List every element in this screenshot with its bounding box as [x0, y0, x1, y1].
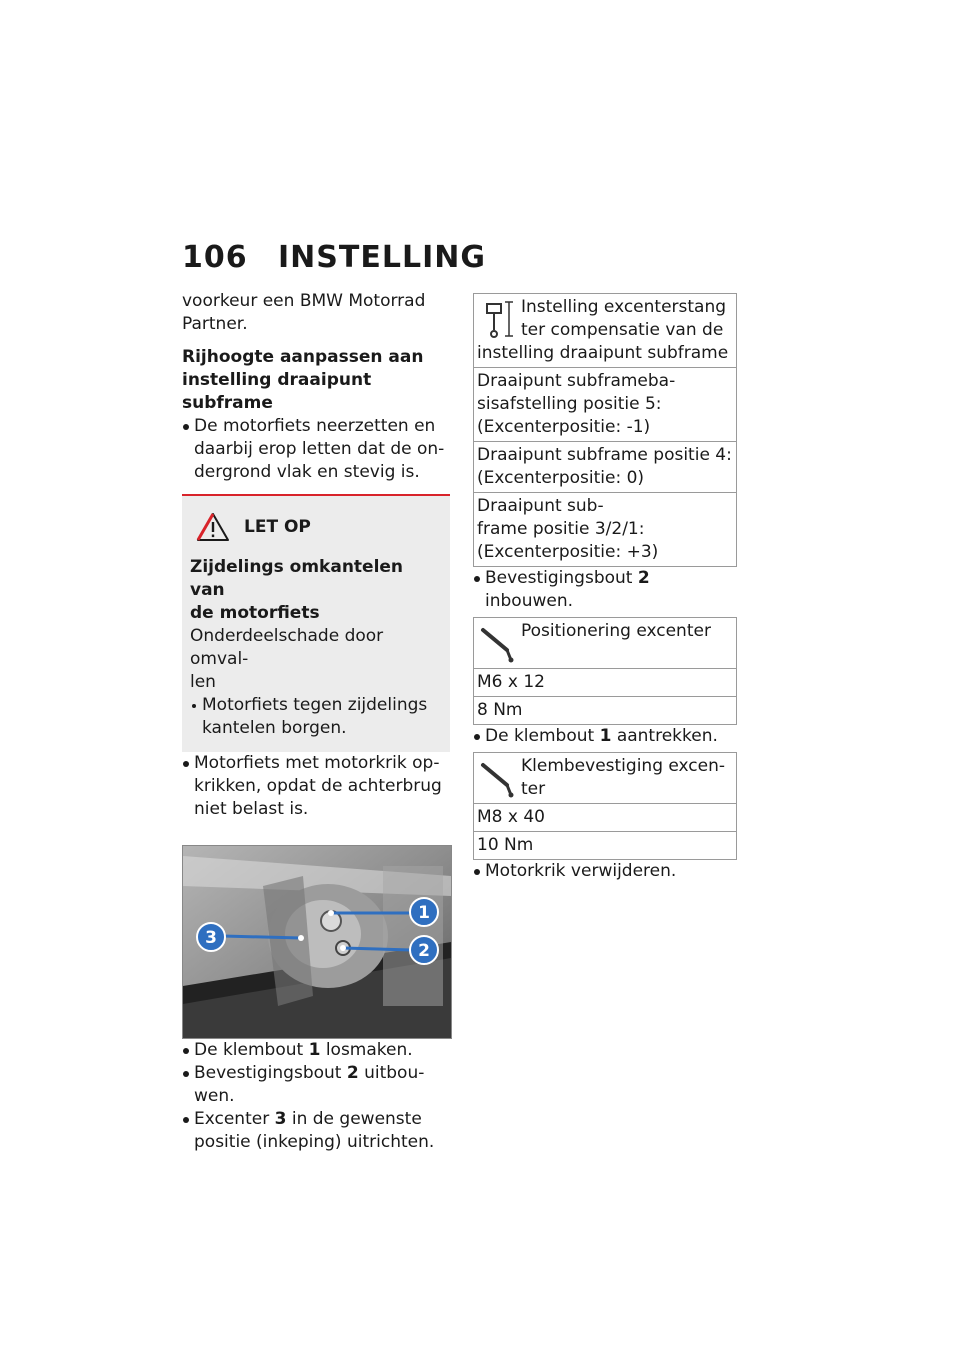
table-row: Draaipunt subframe positie 4: (Excenterpositie: 0): [474, 441, 736, 492]
callout-line-2: [343, 948, 411, 950]
step-list-1: [182, 415, 450, 484]
svg-text:2: 2: [418, 941, 430, 961]
list-item: Motorfiets tegen zijdelings kantelen borgen.: [190, 694, 442, 740]
callout-line-3: [223, 936, 301, 938]
list-item: Motorkrik verwijderen.: [473, 860, 737, 883]
step-list-right-1: [473, 567, 737, 613]
list-item: Bevestigingsbout 2 inbouwen.: [473, 567, 737, 613]
list-item: De klembout 1 aantrekken.: [473, 725, 737, 748]
list-item: Motorfiets met motorkrik op- krikken, opdat de achterbrug niet belast is.: [182, 752, 450, 821]
svg-text:1: 1: [418, 903, 430, 923]
table-row: Draaipunt subframeba- sisafstelling positie 5: (Excenterpositie: -1): [474, 367, 736, 441]
spec-table-head: Instelling excenterstang ter compensatie van de instelling draaipunt subframe: [477, 297, 729, 363]
torque-wrench-icon: [477, 620, 517, 664]
step-list-3: [182, 1039, 450, 1154]
warning-text: Onderdeelschade door omval- len: [190, 626, 384, 692]
table-row: 8 Nm: [474, 696, 736, 724]
page-number: 106: [182, 240, 248, 275]
warning-label: LET OP: [244, 517, 311, 537]
step-list-right-2: [473, 725, 737, 748]
spec-table-head: Positionering excenter: [474, 618, 736, 668]
warning-box: [182, 494, 450, 752]
spec-table-head: Klembevestiging excen- ter: [474, 753, 736, 803]
intro-text: voorkeur een BMW Motorrad Partner.: [182, 291, 426, 334]
table-row: M8 x 40: [474, 803, 736, 831]
torque-wrench-icon: [477, 755, 517, 799]
spec-table-positioning: [473, 617, 737, 725]
list-item: Bevestigingsbout 2 uitbou- wen.: [182, 1062, 450, 1108]
list-item: De motorfiets neerzetten en daarbij erop letten dat de on- dergrond vlak en stevig is.: [182, 415, 450, 484]
step-list-2: [182, 752, 450, 821]
eccentric-photo: [182, 845, 452, 1039]
callout-3: [197, 923, 225, 951]
callout-1: [410, 898, 438, 926]
table-row: M6 x 12: [474, 668, 736, 696]
length-gauge-icon: [477, 296, 517, 340]
spec-table-clamp: [473, 752, 737, 860]
right-column: [473, 293, 737, 883]
list-item: Excenter 3 in de gewenste positie (inkeping) uitrichten.: [182, 1108, 450, 1154]
warning-title: Zijdelings omkantelen van de motorfiets: [190, 557, 404, 623]
warning-triangle-icon: [196, 512, 230, 542]
table-row: 10 Nm: [474, 831, 736, 859]
spec-table-eccentric-rod: [473, 293, 737, 567]
page-header: [182, 240, 486, 275]
warning-header: [196, 512, 442, 542]
callout-2: [410, 936, 438, 964]
warning-actions: [190, 694, 442, 740]
section-heading: Rijhoogte aanpassen aan instelling draaipunt subframe: [182, 347, 424, 413]
table-row: Draaipunt sub- frame positie 3/2/1: (Excenterpositie: +3): [474, 492, 736, 566]
page-title: INSTELLING: [278, 240, 486, 275]
svg-text:3: 3: [205, 928, 217, 948]
list-item: De klembout 1 losmaken.: [182, 1039, 450, 1062]
step-list-right-3: [473, 860, 737, 883]
left-column: [182, 290, 450, 1154]
